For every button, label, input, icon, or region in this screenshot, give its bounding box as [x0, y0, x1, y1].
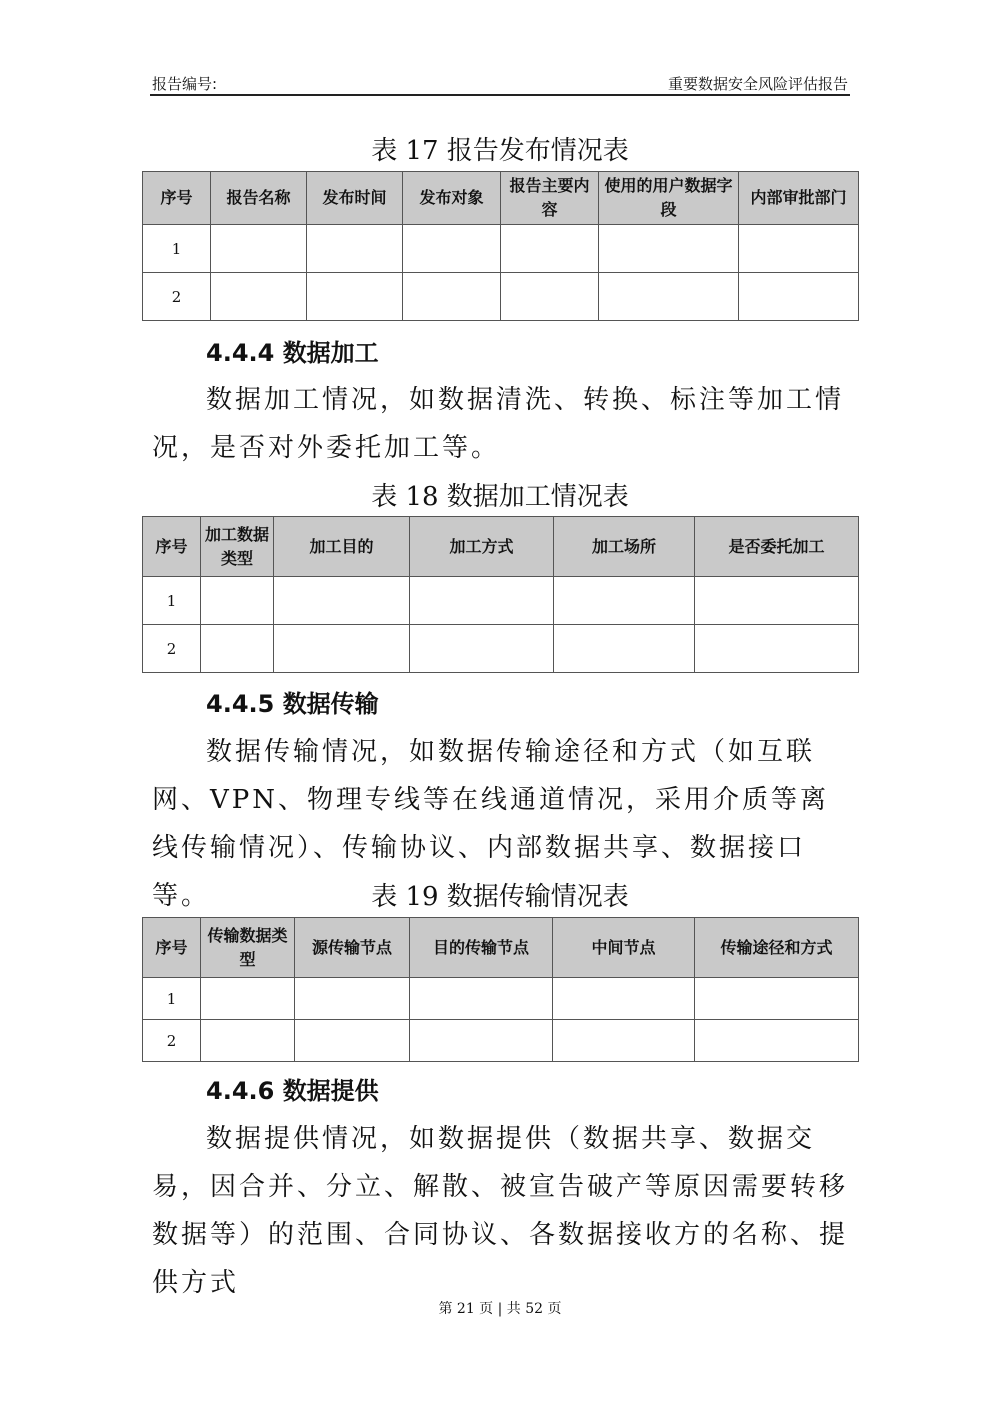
column-header: 报告名称	[211, 172, 307, 225]
table-header-row	[143, 517, 859, 577]
table-cell	[553, 978, 695, 1020]
section-4-4-4-text: 数据加工情况，如数据清洗、转换、标注等加工情况，是否对外委托加工等。	[152, 385, 845, 463]
page-footer: 第 21 页 | 共 52 页	[438, 1301, 562, 1317]
column-header: 加工数据类型	[201, 517, 274, 577]
section-4-4-6-text: 数据提供情况，如数据提供（数据共享、数据交易，因合并、分立、解散、被宣告破产等原因需要转移数据等）的范围、合同协议、各数据接收方的名称、提供方式	[152, 1124, 849, 1298]
table-cell	[599, 225, 739, 273]
table-row	[143, 1020, 859, 1062]
table19-caption: 表 19 数据传输情况表	[371, 882, 629, 912]
table-cell	[501, 273, 599, 321]
column-header: 加工场所	[554, 517, 695, 577]
table-cell	[307, 273, 403, 321]
table-cell	[695, 625, 859, 673]
data-processing-table	[142, 516, 859, 673]
table18-caption: 表 18 数据加工情况表	[371, 482, 629, 512]
page-header	[150, 70, 850, 96]
column-header: 源传输节点	[295, 918, 410, 978]
table-cell	[554, 625, 695, 673]
document-title: 重要数据安全风险评估报告	[667, 75, 848, 93]
column-header: 目的传输节点	[410, 918, 553, 978]
table-row	[143, 978, 859, 1020]
table-row	[143, 577, 859, 625]
report-publish-table	[142, 171, 859, 321]
column-header: 加工目的	[274, 517, 410, 577]
table-cell: 2	[143, 1020, 201, 1062]
column-header: 中间节点	[553, 918, 695, 978]
column-header: 内部审批部门	[739, 172, 859, 225]
table-cell	[739, 273, 859, 321]
table-cell	[410, 1020, 553, 1062]
table-cell	[274, 625, 410, 673]
column-header: 序号	[143, 517, 201, 577]
table-cell	[201, 577, 274, 625]
table-header-row	[143, 918, 859, 978]
table-row	[143, 225, 859, 273]
column-header: 发布对象	[403, 172, 501, 225]
table-cell	[307, 225, 403, 273]
table-cell	[695, 1020, 859, 1062]
section-4-4-6-heading: 4.4.6 数据提供	[206, 1077, 379, 1105]
section-4-4-5-heading: 4.4.5 数据传输	[206, 690, 379, 718]
table-cell: 2	[143, 625, 201, 673]
table-cell	[599, 273, 739, 321]
table-cell	[201, 1020, 295, 1062]
table-cell	[201, 625, 274, 673]
table-cell	[739, 225, 859, 273]
table-cell	[553, 1020, 695, 1062]
table-cell	[295, 978, 410, 1020]
column-header: 加工方式	[410, 517, 554, 577]
table-cell	[410, 978, 553, 1020]
table-cell	[410, 577, 554, 625]
table-cell	[211, 225, 307, 273]
column-header: 传输途径和方式	[695, 918, 859, 978]
table-cell	[501, 225, 599, 273]
table17-caption: 表 17 报告发布情况表	[371, 136, 629, 166]
table-row	[143, 625, 859, 673]
column-header: 传输数据类型	[201, 918, 295, 978]
table-cell: 1	[143, 978, 201, 1020]
data-transmission-table	[142, 917, 859, 1062]
column-header: 发布时间	[307, 172, 403, 225]
section-4-4-5-text: 数据传输情况，如数据传输途径和方式（如互联网、VPN、物理专线等在线通道情况，采用介质等离线传输情况）、传输协议、内部数据共享、数据接口等。	[152, 737, 830, 911]
column-header: 序号	[143, 172, 211, 225]
table-cell: 1	[143, 577, 201, 625]
column-header: 序号	[143, 918, 201, 978]
table-cell: 1	[143, 225, 211, 273]
table-cell	[695, 978, 859, 1020]
table-header-row	[143, 172, 859, 225]
table-cell	[201, 978, 295, 1020]
table-cell	[403, 273, 501, 321]
column-header: 是否委托加工	[695, 517, 859, 577]
table-cell	[211, 273, 307, 321]
table-cell	[295, 1020, 410, 1062]
table-cell	[554, 577, 695, 625]
section-4-4-4-heading: 4.4.4 数据加工	[206, 339, 379, 367]
table-cell	[403, 225, 501, 273]
table-cell	[695, 577, 859, 625]
column-header: 报告主要内容	[501, 172, 599, 225]
table-cell: 2	[143, 273, 211, 321]
table-row	[143, 273, 859, 321]
report-number-label: 报告编号:	[152, 75, 218, 93]
table-cell	[274, 577, 410, 625]
column-header: 使用的用户数据字段	[599, 172, 739, 225]
table-cell	[410, 625, 554, 673]
